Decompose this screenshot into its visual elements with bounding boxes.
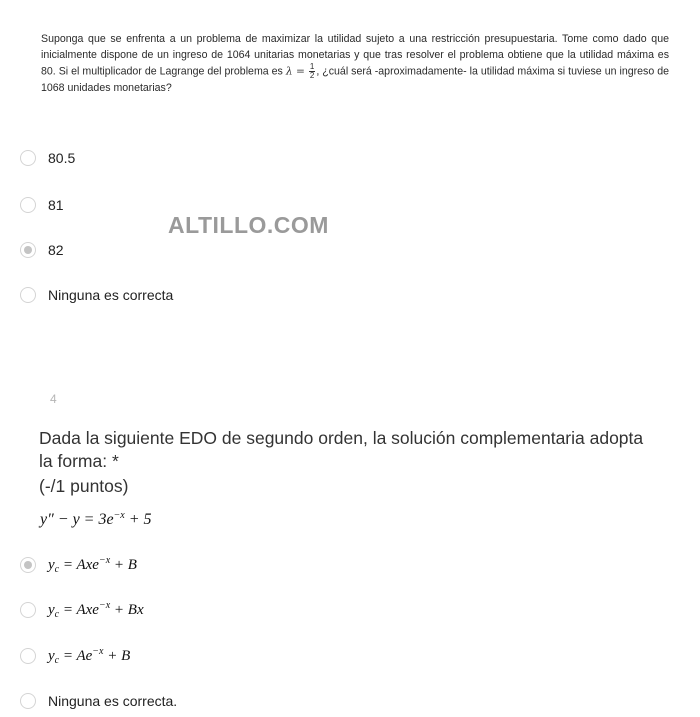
- watermark: ALTILLO.COM: [168, 212, 329, 238]
- q4-option-1-label: [48, 555, 137, 575]
- q3-option-4-label: Ninguna es correcta: [48, 287, 174, 303]
- q4-opt1-mid: = Axe: [59, 557, 99, 573]
- q4-option-2-label: [48, 600, 144, 620]
- q3-option-1-radio[interactable]: [20, 150, 36, 166]
- q4-opt3-sub: c: [54, 655, 60, 666]
- question-3-text-part2: , ¿cuál será -aproximadamente- la utilidad máxima si tuviese un ingreso de 1068 unidades monetarias?: [41, 65, 669, 94]
- lambda-denominator: 2: [309, 71, 315, 80]
- question-4-number: 4: [50, 392, 57, 406]
- q4-option-3-radio[interactable]: [20, 648, 36, 664]
- equation-lhs: y″ − y = 3e: [40, 511, 114, 528]
- q4-option-1[interactable]: [20, 554, 137, 576]
- equation-exponent: −x: [113, 510, 125, 521]
- q4-option-3[interactable]: [20, 645, 130, 667]
- equation-rhs: + 5: [124, 511, 152, 528]
- q4-option-2[interactable]: [20, 599, 144, 621]
- q3-option-2[interactable]: [20, 194, 64, 216]
- q4-option-3-label: [48, 646, 130, 666]
- q3-option-4[interactable]: [20, 284, 173, 306]
- question-4-points: (-/1 puntos): [39, 476, 129, 496]
- question-3-text-part1: Suponga que se enfrenta a un problema de maximizar la utilidad sujeto a una restricción presupuestaria. Tome como dado que inicialmente dispone de un ingreso de 1064 unitarias monetarias y que tras resolver el problema obtiene que la utilidad máxima es 80. Si el multiplicador de Lagrange del problema es: [41, 33, 669, 78]
- q4-option-1-radio[interactable]: [20, 557, 36, 573]
- q3-option-1-label: 80.5: [48, 150, 76, 166]
- q4-option-4[interactable]: [20, 690, 177, 712]
- q3-option-4-radio[interactable]: [20, 287, 36, 303]
- q3-option-2-label: 81: [48, 197, 64, 213]
- q4-option-4-label: Ninguna es correcta.: [48, 693, 178, 709]
- q4-opt2-end: + Bx: [110, 602, 144, 618]
- q4-option-2-radio[interactable]: [20, 602, 36, 618]
- lambda-symbol: λ =: [285, 65, 305, 78]
- question-4-equation: [40, 510, 152, 529]
- lambda-fraction: [309, 63, 315, 80]
- q4-opt2-sup: −x: [98, 600, 111, 611]
- q4-opt1-sup: −x: [98, 555, 111, 566]
- q3-option-3-label: 82: [48, 242, 64, 258]
- q3-option-3[interactable]: [20, 239, 64, 261]
- q3-option-3-radio[interactable]: [20, 242, 36, 258]
- q4-opt1-sub: c: [54, 564, 60, 575]
- q3-option-1[interactable]: [20, 147, 75, 169]
- q4-opt2-mid: = Axe: [59, 602, 99, 618]
- q4-opt1-end: + B: [110, 557, 137, 573]
- question-3-text: [41, 31, 669, 96]
- q4-opt3-base: y: [48, 648, 55, 664]
- lambda-numerator: 1: [309, 62, 315, 71]
- q4-option-4-radio[interactable]: [20, 693, 36, 709]
- q4-opt2-base: y: [48, 602, 55, 618]
- q4-opt2-sub: c: [54, 609, 60, 620]
- q4-opt3-end: + B: [103, 648, 131, 664]
- q4-opt1-base: y: [48, 557, 55, 573]
- question-4-title: Dada la siguiente EDO de segundo orden, la solución complementaria adopta la forma: *: [39, 428, 644, 471]
- q4-opt3-sup: −x: [92, 646, 104, 657]
- q4-opt3-mid: = Ae: [59, 648, 93, 664]
- q3-option-2-radio[interactable]: [20, 197, 36, 213]
